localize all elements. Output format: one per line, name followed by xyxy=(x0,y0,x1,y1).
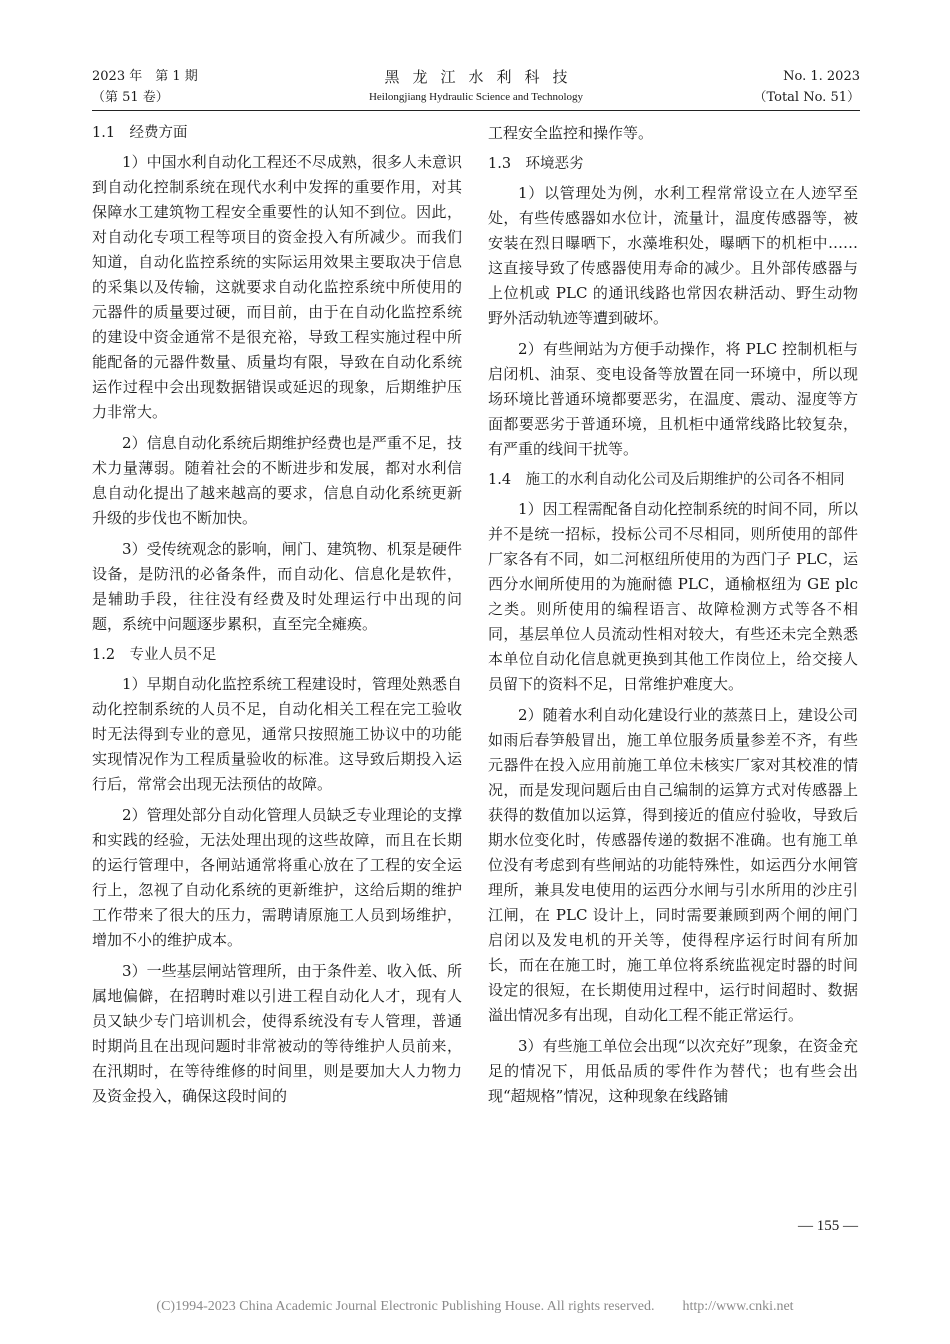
paragraph: 2）信息自动化系统后期维护经费也是严重不足，技术力量薄弱。随着社会的不断进步和发展，都对水利信息自动化提出了越来越高的要求，信息自动化系统更新升级的步伐也不断加快。 xyxy=(92,434,462,527)
paragraph: 3）有些施工单位会出现“以次充好”现象，在资金充足的情况下，用低品质的零件作为替代；也有些会出现“超规格”情况，这种现象在线路铺 xyxy=(488,1037,858,1105)
copyright-footer: (C)1994-2023 China Academic Journal Electronic Publishing House. All rights reserved. http://www.cnki.net xyxy=(156,1299,794,1314)
paragraph: 2）有些闸站为方便手动操作，将 PLC 控制机柜与启闭机、油泵、变电设备等放置在同一环境中，所以现场环境比普通环境都要恶劣，在温度、震动、湿度等方面都要恶劣于普通环境，且机柜中通常线路比较复杂，有严重的线间干扰等。 xyxy=(488,340,858,458)
page-number: — 155 — xyxy=(798,1218,858,1234)
paragraph: 3）受传统观念的影响，闸门、建筑物、机泵是硬件设备，是防汛的必备条件，而自动化、信息化是软件，是辅助手段，往往没有经费及时处理运行中出现的问题，系统中问题逐步累积，直至完全瘫痪。 xyxy=(92,540,462,633)
journal-name xyxy=(92,66,860,106)
issue-number xyxy=(753,66,860,108)
issue-line: 2023 年 第 1 期 xyxy=(92,69,198,84)
paragraph: 1）中国水利自动化工程还不尽成熟，很多人未意识到自动化控制系统在现代水利中发挥的重要作用，对其保障水工建筑物工程安全重要性的认知不到位。因此，对自动化专项工程等项目的资金投入有所减少。而我们知道，自动化监控系统的实际运用效果主要取决于信息的采集以及传输，这就要求自动化监控系统中所使用的元器件的质量要过硬，而目前，由于在自动化监控系统的建设中资金通常不是很充裕，导致工程实施过程中所能配备的元器件数量、质量均有限，导致在自动化系统运作过程中会出现数据错误或延迟的现象，后期维护压力非常大。 xyxy=(92,153,462,421)
section-heading-1-2: 1.2 专业人员不足 xyxy=(92,647,217,663)
section-heading-1-1: 1.1 经费方面 xyxy=(92,125,188,141)
page-header xyxy=(92,66,860,108)
paragraph: 1）早期自动化监控系统工程建设时，管理处熟悉自动化控制系统的人员不足，自动化相关工程在完工验收时无法得到专业的意见，通常只按照施工协议中的功能实现情况作为工程质量验收的标准。这导致后期投入运行后，常常会出现无法预估的故障。 xyxy=(92,675,462,793)
header-rule xyxy=(92,110,860,111)
paragraph-continuation: 工程安全监控和操作等。 xyxy=(488,124,654,142)
left-column xyxy=(92,121,462,1115)
total-number-line: （Total No. 51） xyxy=(753,90,860,105)
issue-number-line: No. 1. 2023 xyxy=(783,69,860,84)
journal-subtitle: Heilongjiang Hydraulic Science and Technology xyxy=(368,91,584,103)
paragraph: 1）以管理处为例，水利工程常常设立在人迹罕至处，有些传感器如水位计，流量计，温度传感器等，被安装在烈日曝晒下，水藻堆积处，曝晒下的机柜中……这直接导致了传感器使用寿命的减少。且外部传感器与上位机或 PLC 的通讯线路也常因农耕活动、野生动物野外活动轨迹等遭到破坏。 xyxy=(488,184,858,327)
paragraph: 2）管理处部分自动化管理人员缺乏专业理论的支撑和实践的经验，无法处理出现的这些故障，而且在长期的运行管理中，各闸站通常将重心放在了工程的安全运行上，忽视了自动化系统的更新维护，这给后期的维护工作带来了很大的压力，需聘请原施工人员到场维护，增加不小的维护成本。 xyxy=(92,806,462,949)
volume-line: （第 51 卷） xyxy=(92,90,169,105)
paragraph: 2）随着水利自动化建设行业的蒸蒸日上，建设公司如雨后春笋般冒出，施工单位服务质量参差不齐，有些元器件在投入应用前施工单位未核实厂家对其校准的情况，而是发现问题后由自己编制的运算方式对传感器上获得的数值加以运算，得到接近的值应付验收，导致后期水位变化时，传感器传递的数据不准确。也有施工单位没有考虑到有些闸站的功能特殊性，如运西分水闸管理所，兼具发电使用的运西分水闸与引水所用的沙庄引江闸，在 PLC 设计上，同时需要兼顾到两个闸的闸门启闭以及发电机的开关等，使得程序运行时间有所加长，而在在施工时，施工单位将系统监视定时器的时间设定的很短，在长期使用过程中，运行时间超时、数据溢出情况多有出现，自动化工程不能正常运行。 xyxy=(488,706,858,1024)
journal-title: 黑龙江水利科技 xyxy=(384,68,581,86)
section-heading-1-4: 1.4 施工的水利自动化公司及后期维护的公司各不相同 xyxy=(488,472,845,488)
section-heading-1-3: 1.3 环境恶劣 xyxy=(488,156,584,172)
right-column xyxy=(488,121,858,1115)
paragraph: 1）因工程需配备自动化控制系统的时间不同，所以并不是统一招标，投标公司不尽相同，则所使用的部件厂家各有不同，如二河枢纽所使用的为西门子 PLC，运西分水闸所使用的为施耐德 PLC，通榆枢纽为 GE plc 之类。则所使用的编程语言、故障检测方式等各不相同，基层单位人员流动性相对较大，有些还未完全熟悉本单位自动化信息就更换到其他工作岗位上，给交接人员留下的资料不足，日常维护难度大。 xyxy=(488,500,858,693)
paragraph: 3）一些基层闸站管理所，由于条件差、收入低、所属地偏僻，在招聘时难以引进工程自动化人才，现有人员又缺少专门培训机会，使得系统没有专人管理，普通时期尚且在出现问题时非常被动的等待维护人员前来，在汛期时，在等待维修的时间里，则是要加大人力物力及资金投入，确保这段时间的 xyxy=(92,962,462,1105)
